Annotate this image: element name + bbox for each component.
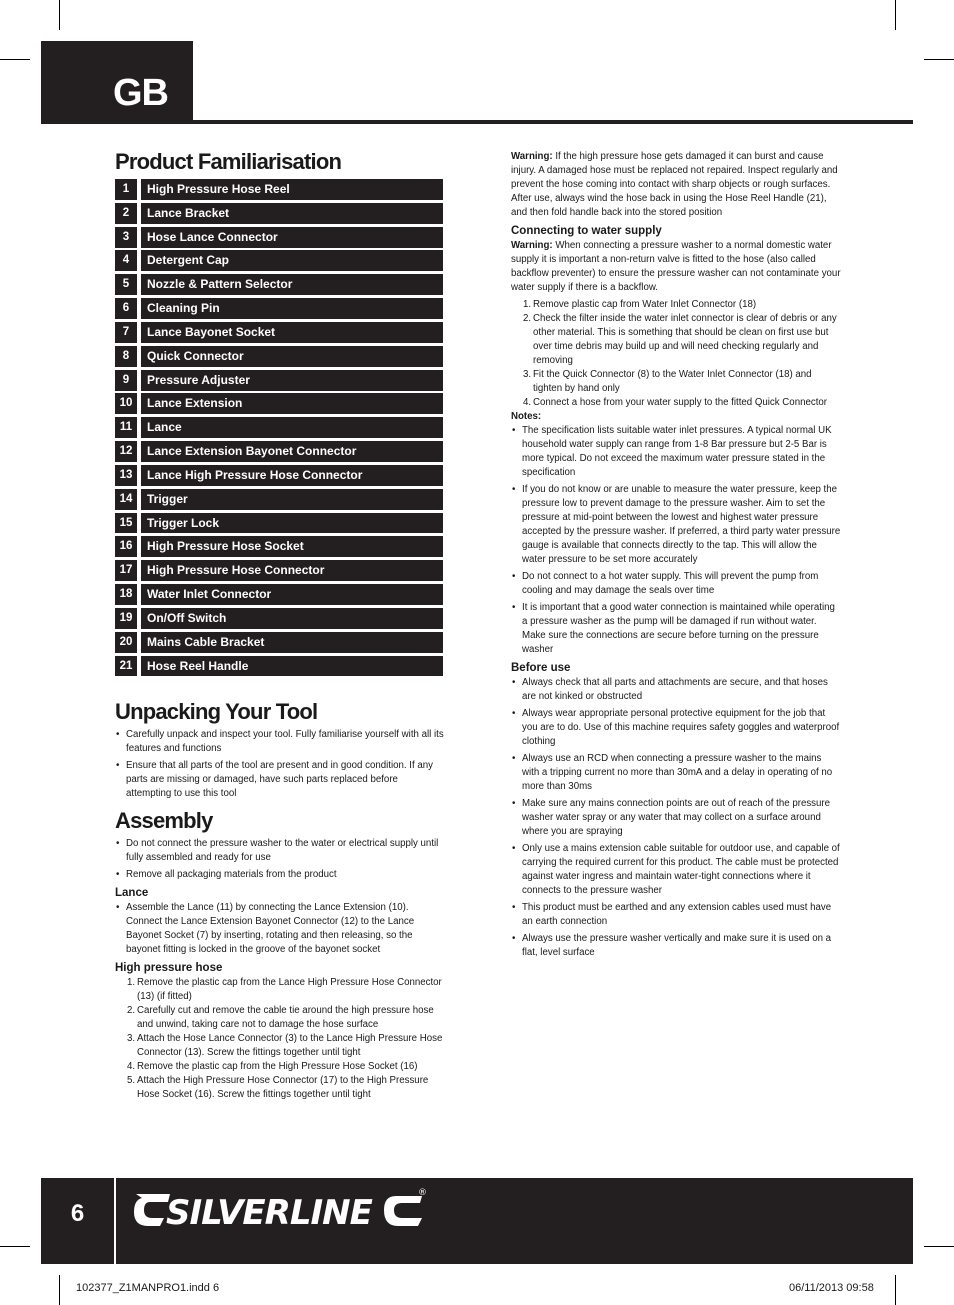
part-number: 14 xyxy=(115,489,137,510)
right-column xyxy=(511,150,841,963)
part-row xyxy=(115,393,445,414)
part-number: 12 xyxy=(115,441,137,462)
part-number: 19 xyxy=(115,608,137,629)
notes-bullets xyxy=(511,424,841,657)
crop-mark xyxy=(0,59,30,60)
bullet-item: • Only use a mains extension cable suitable for outdoor use, and capable of carrying the required current for this product. The cable must be protected against water ingress and maintain water-tight connections where it connects to the pressure washer xyxy=(511,842,841,898)
part-name: Hose Lance Connector xyxy=(141,227,443,248)
part-row xyxy=(115,346,445,367)
part-row xyxy=(115,227,445,248)
assembly-title: Assembly xyxy=(115,808,213,834)
assembly-bullets xyxy=(115,837,445,882)
part-number: 8 xyxy=(115,346,137,367)
step-text: Carefully cut and remove the cable tie around the high pressure hose and unwind, taking care not to damage the hose surface xyxy=(137,1005,434,1031)
part-number: 4 xyxy=(115,250,137,271)
part-name: Trigger xyxy=(141,489,443,510)
step-number: 2. xyxy=(523,313,532,324)
part-number: 17 xyxy=(115,560,137,581)
part-row xyxy=(115,632,445,653)
part-name: Detergent Cap xyxy=(141,250,443,271)
step-text: Remove plastic cap from Water Inlet Connector (18) xyxy=(533,299,757,310)
part-row xyxy=(115,370,445,391)
bullet-item: • Always use the pressure washer vertically and make sure it is used on a flat, level surface xyxy=(511,932,841,960)
before-use-heading: Before use xyxy=(511,662,571,674)
part-name: Lance Extension Bayonet Connector xyxy=(141,441,443,462)
bullet-item: • Do not connect to a hot water supply. This will prevent the pump from cooling and may damage the seals over time xyxy=(511,570,841,598)
step-text: Attach the High Pressure Hose Connector (17) to the High Pressure Hose Socket (16). Screw the fittings together until tight xyxy=(137,1075,429,1101)
step-number: 3. xyxy=(523,369,532,380)
bullet-item: • Assemble the Lance (11) by connecting the Lance Extension (10). Connect the Lance Extension Bayonet Connector (12) to the Lance Bayonet Socket (7) by inserting, rotating and then releasing, so the bayonet fitting is locked in the groove of the bayonet socket xyxy=(115,901,445,957)
step-item xyxy=(127,1004,445,1032)
part-row xyxy=(115,584,445,605)
bullet-item: • This product must be earthed and any extension cables used must have an earth connection xyxy=(511,901,841,929)
hose-warning xyxy=(511,150,841,220)
crop-mark xyxy=(895,1275,896,1305)
crop-mark xyxy=(895,0,896,30)
part-number: 20 xyxy=(115,632,137,653)
part-number: 10 xyxy=(115,393,137,414)
bullet-item: • If you do not know or are unable to measure the water pressure, keep the pressure low to prevent damage to the pressure washer. Aim to set the pressure at mid-point between the lowest and highest water pressure accepted by the pressure washer. If preferred, a third party water pressure gauge is available that connects directly to the tap. This will allow the water pressure to be set more accurately xyxy=(511,483,841,567)
hose-heading: High pressure hose xyxy=(115,962,223,975)
part-number: 11 xyxy=(115,417,137,438)
region-tab: GB xyxy=(41,41,193,123)
part-number: 15 xyxy=(115,513,137,534)
water-steps xyxy=(511,298,841,410)
part-row xyxy=(115,250,445,271)
part-name: Lance Bracket xyxy=(141,203,443,224)
part-name: Hose Reel Handle xyxy=(141,656,443,677)
part-number: 18 xyxy=(115,584,137,605)
step-text: Remove the plastic cap from the High Pressure Hose Socket (16) xyxy=(137,1061,418,1073)
part-number: 7 xyxy=(115,322,137,343)
part-name: Mains Cable Bracket xyxy=(141,632,443,653)
part-name: Nozzle & Pattern Selector xyxy=(141,274,443,295)
bullet-item: • Always check that all parts and attachments are secure, and that hoses are not kinked or obstructed xyxy=(511,676,841,704)
part-name: On/Off Switch xyxy=(141,608,443,629)
bullet-item: • Ensure that all parts of the tool are present and in good condition. If any parts are missing or damaged, have such parts replaced before attempting to use this tool xyxy=(115,759,445,801)
step-item xyxy=(127,1032,445,1060)
part-name: Pressure Adjuster xyxy=(141,370,443,391)
water-supply-heading: Connecting to water supply xyxy=(511,225,662,237)
notes-label: Notes: xyxy=(511,411,542,422)
bullet-item: • Make sure any mains connection points are out of reach of the pressure washer water spray or any water that may collect on a surface around where you are spraying xyxy=(511,797,841,839)
part-name: Lance xyxy=(141,417,443,438)
part-row xyxy=(115,274,445,295)
step-number: 3. xyxy=(127,1033,136,1045)
bullet-item: • It is important that a good water connection is maintained while operating a pressure washer as the pump will be damaged if run without water. Make sure the connections are secure before turning on the pressure washer xyxy=(511,601,841,657)
crop-mark xyxy=(924,59,954,60)
step-item xyxy=(127,1060,445,1074)
part-name: High Pressure Hose Socket xyxy=(141,536,443,557)
lance-bullets xyxy=(115,901,445,957)
slug-file: 102377_Z1MANPRO1.indd 6 xyxy=(76,1282,220,1294)
step-item xyxy=(127,976,445,1004)
step-text: Attach the Hose Lance Connector (3) to the Lance High Pressure Hose Connector (13). Screw the fittings together until tight xyxy=(137,1033,443,1059)
bullet-item: • Always use an RCD when connecting a pressure washer to the mains with a tripping current no more than 30mA and a delay in operating of no more than 30ms xyxy=(511,752,841,794)
step-item xyxy=(523,368,841,396)
part-row xyxy=(115,203,445,224)
part-number: 1 xyxy=(115,179,137,200)
brand-text: SILVERLINE xyxy=(166,1193,372,1233)
part-row xyxy=(115,656,445,677)
hose-steps xyxy=(115,976,445,1102)
bullet-item: • Always wear appropriate personal protective equipment for the job that you are to do. Use of this machine requires safety goggles and waterproof clothing xyxy=(511,707,841,749)
step-number: 1. xyxy=(523,299,532,310)
header-rule xyxy=(41,120,913,124)
page-number: 6 xyxy=(70,1200,85,1227)
part-row xyxy=(115,513,445,534)
warning-text: When connecting a pressure washer to a normal domestic water supply it is important a non-return valve is fitted to the hose (also called backflow preventer) to ensure the pressure washer can not contaminate your water supply if there is a backflow. xyxy=(511,240,841,293)
step-item xyxy=(523,396,841,410)
part-number: 16 xyxy=(115,536,137,557)
backflow-warning xyxy=(511,239,841,295)
part-name: Trigger Lock xyxy=(141,513,443,534)
lance-heading: Lance xyxy=(115,887,149,900)
step-text: Fit the Quick Connector (8) to the Water Inlet Connector (18) and tighten by hand only xyxy=(533,369,812,394)
step-text: Remove the plastic cap from the Lance High Pressure Hose Connector (13) (if fitted) xyxy=(137,977,442,1003)
unpacking-bullets xyxy=(115,728,445,801)
step-item xyxy=(523,312,841,368)
part-row xyxy=(115,465,445,486)
registered-mark: ® xyxy=(418,1188,427,1198)
step-text: Connect a hose from your water supply to the fitted Quick Connector xyxy=(533,397,828,408)
part-row xyxy=(115,322,445,343)
part-name: Cleaning Pin xyxy=(141,298,443,319)
crop-mark xyxy=(924,1246,954,1247)
part-row xyxy=(115,417,445,438)
bullet-item: • The specification lists suitable water inlet pressures. A typical normal UK household water supply can range from 1-8 Bar pressure but 2-5 Bar is more typical. Do not exceed the maximum water pressure stated in the specification xyxy=(511,424,841,480)
part-row xyxy=(115,298,445,319)
footer-divider xyxy=(114,1178,116,1264)
step-number: 4. xyxy=(523,397,532,408)
before-use-bullets xyxy=(511,676,841,960)
part-number: 13 xyxy=(115,465,137,486)
part-number: 21 xyxy=(115,656,137,677)
step-item xyxy=(127,1074,445,1102)
step-item xyxy=(523,298,841,312)
product-familiarisation-title: Product Familiarisation xyxy=(115,149,342,174)
silverline-logo xyxy=(130,1186,430,1234)
part-row xyxy=(115,489,445,510)
crop-mark xyxy=(59,0,60,30)
part-name: High Pressure Hose Connector xyxy=(141,560,443,581)
step-number: 1. xyxy=(127,977,136,989)
part-name: Lance Bayonet Socket xyxy=(141,322,443,343)
part-row xyxy=(115,441,445,462)
warning-text: If the high pressure hose gets damaged it can burst and cause injury. A damaged hose must be replaced not repaired. Inspect regularly and prevent the hose coming into contact with sharp objects or rough surfaces. After use, always wind the hose back in using the Hose Reel Handle (21), and then fold handle back into the stored position xyxy=(511,151,838,218)
parts-list xyxy=(115,179,445,676)
left-column xyxy=(115,148,445,1102)
part-number: 3 xyxy=(115,227,137,248)
unpacking-title: Unpacking Your Tool xyxy=(115,699,318,725)
part-name: Water Inlet Connector xyxy=(141,584,443,605)
part-row xyxy=(115,608,445,629)
part-row xyxy=(115,560,445,581)
part-name: High Pressure Hose Reel xyxy=(141,179,443,200)
slug-datetime: 06/11/2013 09:58 xyxy=(789,1282,874,1294)
step-number: 5. xyxy=(127,1075,136,1087)
warning-label: Warning: xyxy=(511,151,553,162)
part-name: Lance Extension xyxy=(141,393,443,414)
part-number: 6 xyxy=(115,298,137,319)
crop-mark xyxy=(59,1275,60,1305)
bullet-item: • Carefully unpack and inspect your tool. Fully familiarise yourself with all its features and functions xyxy=(115,728,445,756)
crop-mark xyxy=(0,1246,30,1247)
part-name: Lance High Pressure Hose Connector xyxy=(141,465,443,486)
part-number: 9 xyxy=(115,370,137,391)
bullet-item: • Remove all packaging materials from the product xyxy=(115,868,445,882)
step-number: 2. xyxy=(127,1005,136,1017)
part-row xyxy=(115,179,445,200)
step-text: Check the filter inside the water inlet connector is clear of debris or any other material. This is something that should be clean on first use but over time debris may build up and will need checking regularly and removing xyxy=(533,313,837,366)
step-number: 4. xyxy=(127,1061,136,1073)
part-row xyxy=(115,536,445,557)
bullet-item: • Do not connect the pressure washer to the water or electrical supply until fully assembled and ready for use xyxy=(115,837,445,865)
part-name: Quick Connector xyxy=(141,346,443,367)
part-number: 5 xyxy=(115,274,137,295)
warning-label: Warning: xyxy=(511,240,553,251)
part-number: 2 xyxy=(115,203,137,224)
